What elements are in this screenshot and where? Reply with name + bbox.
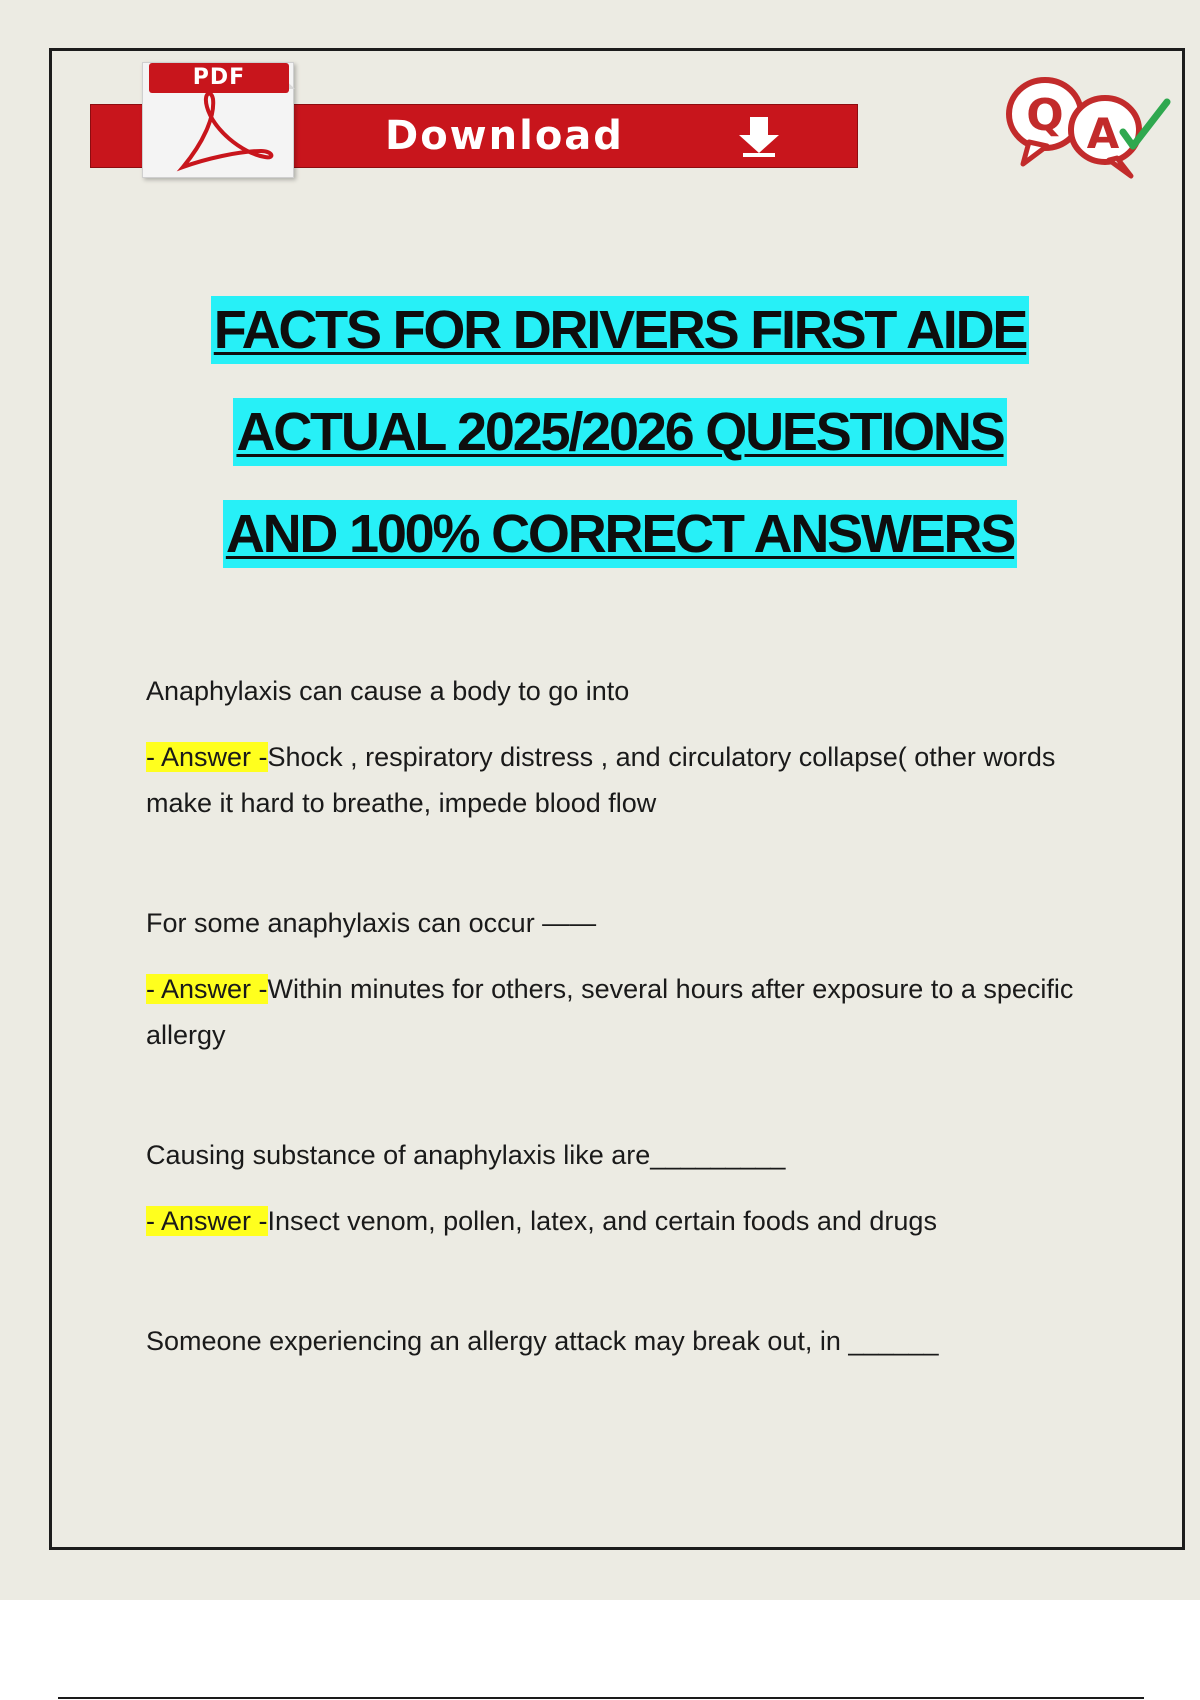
question-text: Anaphylaxis can cause a body to go into [146,676,630,706]
document-title [100,296,1140,602]
title-line-3: AND 100% CORRECT ANSWERS [223,500,1017,568]
title-line-1: FACTS FOR DRIVERS FIRST AIDE [211,296,1029,364]
qa-logo-q: Q [1026,90,1064,141]
download-banner[interactable] [90,60,860,180]
answer-body: Insect venom, pollen, latex, and certain foods and drugs [267,1206,937,1236]
qa-item [146,1318,1096,1364]
qa-list [146,668,1096,1438]
qa-item [146,900,1096,1058]
qa-chat-icon [1005,72,1175,182]
bottom-divider [58,1697,1144,1699]
answer-text [146,1198,1096,1244]
answer-text [146,966,1096,1058]
question-text: Someone experiencing an allergy attack may break out, in ______ [146,1326,939,1356]
qa-logo-a: A [1086,109,1120,158]
download-label[interactable]: Download [385,113,624,159]
pdf-document-icon [142,62,294,178]
answer-tag: - Answer - [146,1206,268,1236]
download-arrow-icon[interactable] [735,115,783,159]
qa-item [146,1132,1096,1244]
question-text: Causing substance of anaphylaxis like are_________ [146,1140,786,1170]
title-line-2: ACTUAL 2025/2026 QUESTIONS [233,398,1006,466]
answer-tag: - Answer - [146,742,268,772]
qa-item [146,668,1096,826]
answer-body: Shock , respiratory distress , and circulatory collapse( other words make it hard to breathe, impede blood flow [146,742,1056,818]
question-text: For some anaphylaxis can occur —— [146,908,597,938]
pdf-tag: PDF [149,63,289,93]
answer-text [146,734,1096,826]
answer-body: Within minutes for others, several hours after exposure to a specific allergy [146,974,1074,1050]
answer-tag: - Answer - [146,974,268,1004]
